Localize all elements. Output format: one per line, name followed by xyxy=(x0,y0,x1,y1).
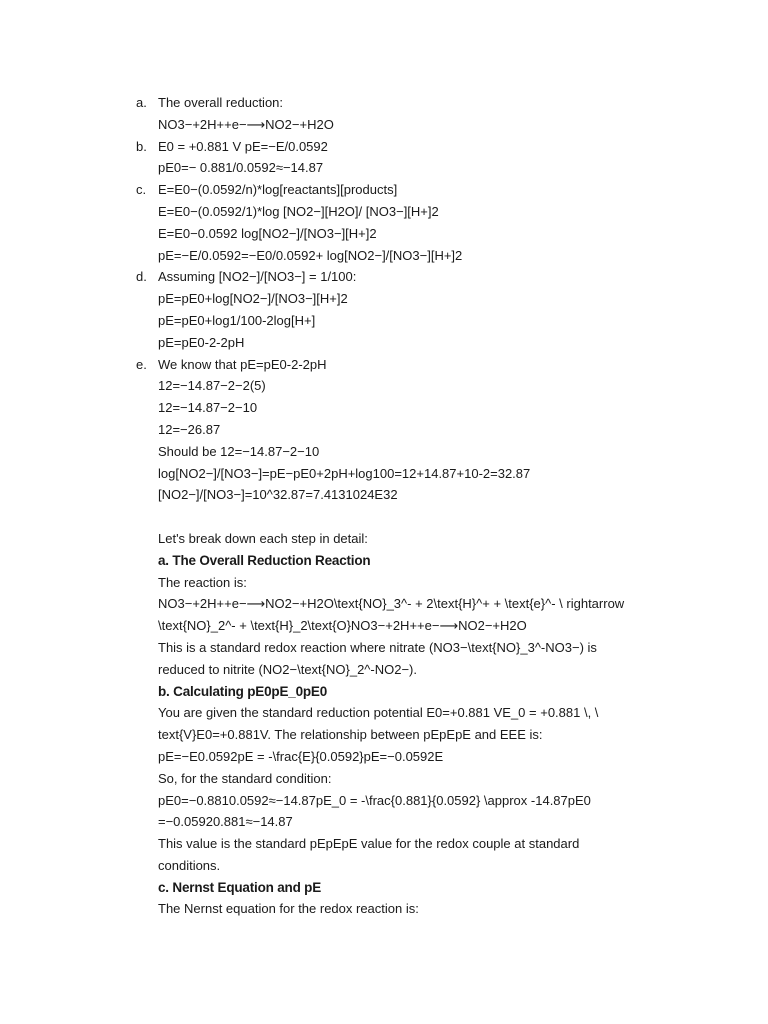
list-item-b xyxy=(136,136,636,158)
document-body xyxy=(136,92,636,920)
list-line: Assuming [NO2−]/[NO3−] = 1/100: xyxy=(158,269,357,285)
section-heading: c. Nernst Equation and pE xyxy=(158,879,322,895)
section-heading: b. Calculating pE0pE_0pE0 xyxy=(158,683,328,699)
paragraph: So, for the standard condition: xyxy=(158,770,332,786)
list-marker: d. xyxy=(136,269,147,285)
list-line-row xyxy=(136,245,636,267)
list-item-e xyxy=(136,354,636,376)
paragraph: The Nernst equation for the redox reaction is: xyxy=(158,901,419,917)
list-marker: b. xyxy=(136,138,147,154)
equation-line: 12=−14.87−2−10 xyxy=(158,400,258,416)
paragraph: The reaction is: xyxy=(158,574,247,590)
equation-line: log[NO2−]/[NO3−]=pE−pE0+2pH+log100=12+14.87+10-2=32.87 xyxy=(158,465,531,481)
list-line: E=E0−(0.0592/n)*log[reactants][products] xyxy=(158,182,398,198)
equation-line: pE=pE0+log[NO2−]/[NO3−][H+]2 xyxy=(158,291,348,307)
list-marker: c. xyxy=(136,182,147,198)
equation-line: pE=pE0-2-2pH xyxy=(158,334,245,350)
list-item-d xyxy=(136,266,636,288)
list-line-row xyxy=(136,484,636,506)
paragraph: This is a standard redox reaction where nitrate (NO3−\text{NO}_3^-NO3−) is reduced to nitrite (NO2−\text{NO}_2^-NO2−). xyxy=(158,639,597,677)
list-line-row xyxy=(136,201,636,223)
paragraph: You are given the standard reduction potential E0=+0.881 VE_0 = +0.881 \, \ text{V}E0=+0.881V. The relationship between pEpEpE and EEE is: xyxy=(158,705,599,743)
equation-line: Should be 12=−14.87−2−10 xyxy=(158,443,320,459)
equation-line: pE0=− 0.881/0.0592≈−14.87 xyxy=(158,160,324,176)
list-line-row xyxy=(136,310,636,332)
equation-line: 12=−14.87−2−2(5) xyxy=(158,378,266,394)
list-marker: e. xyxy=(136,356,147,372)
list-item-a xyxy=(136,92,636,114)
section-heading: a. The Overall Reduction Reaction xyxy=(158,552,371,568)
list-item-c xyxy=(136,179,636,201)
blank-line xyxy=(136,506,636,528)
list-line-row xyxy=(136,441,636,463)
equation-paragraph: NO3−+2H++e−⟶NO2−+H2O\text{NO}_3^- + 2\text{H}^+ + \text{e}^- \ rightarrow \text{NO}_2^- + \text{H}_2\text{O}NO3−+2H++e−⟶NO2−+H2O xyxy=(158,596,625,634)
equation-line: NO3−+2H++e−⟶NO2−+H2O xyxy=(158,116,334,132)
equation-paragraph: pE0=−0.8810.0592≈−14.87pE_0 = -\frac{0.881}{0.0592} \approx -14.87pE0 =−0.05920.881≈−14.87 xyxy=(158,792,591,830)
equation-line: pE=−E/0.0592=−E0/0.0592+ log[NO2−]/[NO3−][H+]2 xyxy=(158,247,463,263)
breakdown-intro: Let's break down each step in detail: xyxy=(158,530,368,546)
equation-line: 12=−26.87 xyxy=(158,421,221,437)
equation-line: E=E0−(0.0592/1)*log [NO2−][H2O]/ [NO3−][H+]2 xyxy=(158,203,439,219)
list-line-row xyxy=(136,223,636,245)
list-marker: a. xyxy=(136,95,147,110)
equation-line: [NO2−]/[NO3−]=10^32.87=7.4131024E32 xyxy=(158,487,398,503)
list-line-row xyxy=(136,463,636,485)
list-line: We know that pE=pE0-2-2pH xyxy=(158,356,327,372)
list-line: E0 = +0.881 V pE=−E/0.0592 xyxy=(158,138,328,154)
list-line-row xyxy=(136,288,636,310)
list-line-row xyxy=(136,157,636,179)
list-line-row xyxy=(136,375,636,397)
equation-paragraph: pE=−E0.0592pE = -\frac{E}{0.0592}pE=−0.0592E xyxy=(158,748,444,764)
equation-line: E=E0−0.0592 log[NO2−]/[NO3−][H+]2 xyxy=(158,225,377,241)
list-line-row xyxy=(136,332,636,354)
list-line-row xyxy=(136,114,636,136)
list-line-row xyxy=(136,397,636,419)
equation-line: pE=pE0+log1/100-2log[H+] xyxy=(158,312,316,328)
list-line-row xyxy=(136,419,636,441)
list-line: The overall reduction: xyxy=(158,95,284,110)
paragraph: This value is the standard pEpEpE value for the redox couple at standard conditions. xyxy=(158,836,580,873)
